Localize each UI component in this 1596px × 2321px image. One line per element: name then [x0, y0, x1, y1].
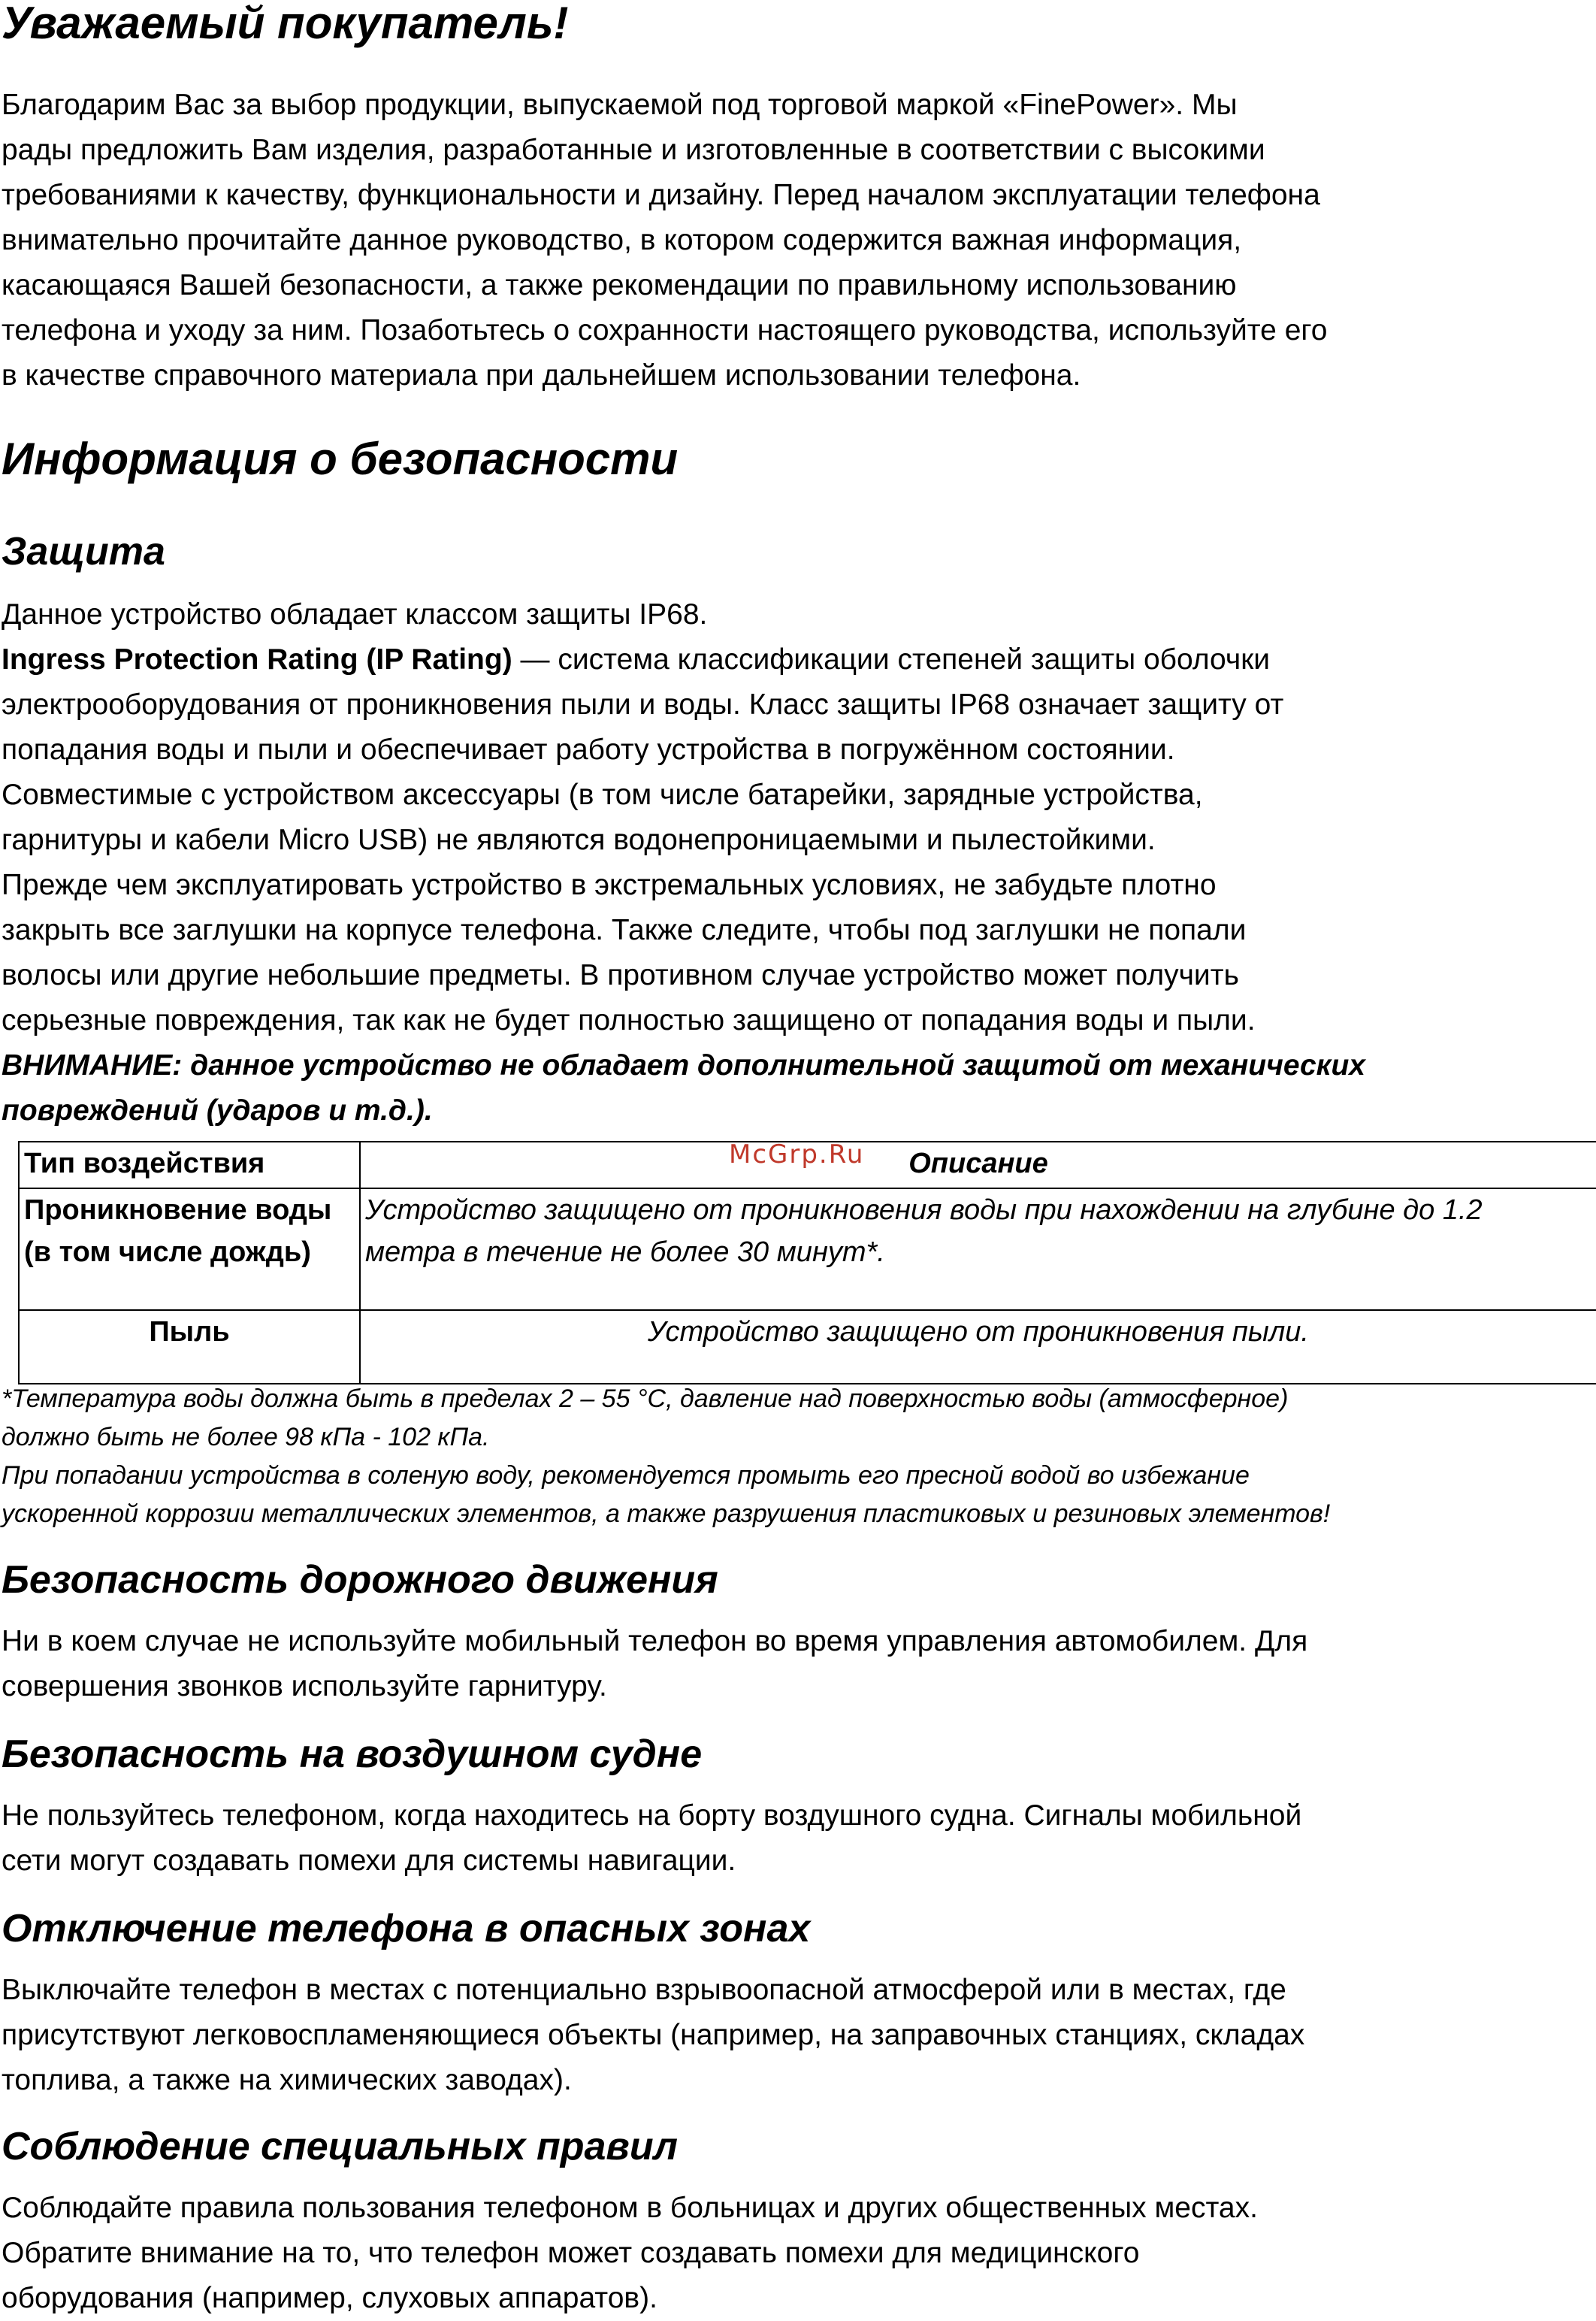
road-title: Безопасность дорожного движения — [2, 1558, 718, 1602]
text-line: Данное устройство обладает классом защиты IP68. — [2, 598, 708, 631]
rules-paragraph — [2, 2186, 1258, 2321]
note-line: При попадании устройства в соленую воду, рекомендуется промыть его пресной водой во избежание — [2, 1461, 1250, 1490]
note-line: должно быть не более 98 кПа - 102 кПа. — [2, 1423, 490, 1451]
row-water-type — [19, 1188, 360, 1310]
text-line: требованиями к качеству, функциональности и дизайну. Перед началом эксплуатации телефона — [2, 179, 1320, 211]
text-line: попадания воды и пыли и обеспечивает работу устройства в погружённом состоянии. — [2, 734, 1175, 766]
text-line: Совместимые с устройством аксессуары (в том числе батарейки, зарядные устройства, — [2, 779, 1203, 811]
greeting-title: Уважаемый покупатель! — [2, 0, 569, 48]
header-description-label: Описание — [908, 1148, 1048, 1179]
text-line: Благодарим Вас за выбор продукции, выпускаемой под торговой маркой «FinePower». Мы — [2, 89, 1238, 121]
cell-line: метра в течение не более 30 минут*. — [365, 1236, 885, 1268]
protection-table — [18, 1141, 1596, 1384]
text-line — [2, 637, 1365, 682]
watermark: McGrp.Ru — [729, 1139, 865, 1170]
text-line: оборудования (например, слуховых аппаратов). — [2, 2282, 657, 2314]
ip-rating-term: Ingress Protection Rating (IP Rating) — [2, 643, 512, 676]
note-line: *Температура воды должна быть в пределах 2 – 55 °C, давление над поверхностью воды (атмосферное) — [2, 1384, 1289, 1413]
text-line: гарнитуры и кабели Micro USB) не являются водонепроницаемыми и пылестойкими. — [2, 824, 1156, 856]
header-description — [360, 1139, 1596, 1188]
aircraft-title: Безопасность на воздушном судне — [2, 1732, 703, 1776]
greeting-paragraph — [2, 83, 1327, 398]
text-line: Обратите внимание на то, что телефон может создавать помехи для медицинского — [2, 2237, 1140, 2269]
text-line: внимательно прочитайте данное руководство, в котором содержится важная информация, — [2, 224, 1242, 256]
text-line: Соблюдайте правила пользования телефоном в больницах и других общественных местах. — [2, 2192, 1258, 2224]
warning-line: повреждений (ударов и т.д.). — [2, 1094, 433, 1127]
text-line: Не пользуйтесь телефоном, когда находитесь на борту воздушного судна. Сигналы мобильной — [2, 1799, 1302, 1832]
table-row — [19, 1188, 1596, 1310]
text-line: Прежде чем эксплуатировать устройство в экстремальных условиях, не забудьте плотно — [2, 869, 1217, 901]
table-row — [19, 1310, 1596, 1384]
ip-rating-definition: — система классификации степеней защиты оболочки — [512, 643, 1271, 676]
text-line: закрыть все заглушки на корпусе телефона. Также следите, чтобы под заглушки не попали — [2, 914, 1247, 946]
protection-title: Защита — [2, 530, 165, 573]
hazard-title: Отключение телефона в опасных зонах — [2, 1907, 811, 1950]
table-header-row — [19, 1142, 1596, 1188]
safety-title: Информация о безопасности — [2, 434, 679, 484]
row-water-description — [360, 1188, 1596, 1310]
text-line: в качестве справочного материала при дальнейшем использовании телефона. — [2, 359, 1081, 392]
text-line: рады предложить Вам изделия, разработанные и изготовленные в соответствии с высокими — [2, 134, 1265, 166]
text-line: телефона и уходу за ним. Позаботьтесь о сохранности настоящего руководства, используйте его — [2, 314, 1328, 346]
text-line: топлива, а также на химических заводах). — [2, 2064, 572, 2096]
text-line: Ни в коем случае не используйте мобильный телефон во время управления автомобилем. Для — [2, 1625, 1308, 1657]
protection-paragraph — [2, 592, 1365, 1133]
rules-title: Соблюдение специальных правил — [2, 2125, 678, 2168]
cell-line: (в том числе дождь) — [24, 1236, 311, 1268]
warning-line: ВНИМАНИЕ: данное устройство не обладает дополнительной защитой от механических — [2, 1049, 1365, 1082]
cell-line: Проникновение воды — [24, 1194, 332, 1226]
row-dust-description: Устройство защищено от проникновения пыли. — [360, 1310, 1596, 1384]
hazard-paragraph — [2, 1968, 1304, 2103]
road-paragraph — [2, 1619, 1307, 1709]
header-type: Тип воздействия — [19, 1142, 360, 1188]
note-line: ускоренной коррозии металлических элементов, а также разрушения пластиковых и резиновых элементов! — [2, 1499, 1331, 1528]
footnotes — [2, 1380, 1330, 1533]
text-line: электрооборудования от проникновения пыли и воды. Класс защиты IP68 означает защиту от — [2, 688, 1284, 721]
text-line: Выключайте телефон в местах с потенциально взрывоопасной атмосферой или в местах, где — [2, 1974, 1286, 2006]
text-line: присутствуют легковоспламеняющиеся объекты (например, на заправочных станциях, складах — [2, 2019, 1305, 2051]
text-line: сети могут создавать помехи для системы навигации. — [2, 1844, 736, 1877]
text-line: волосы или другие небольшие предметы. В противном случае устройство может получить — [2, 959, 1239, 991]
text-line: совершения звонков используйте гарнитуру. — [2, 1670, 607, 1702]
text-line: серьезные повреждения, так как не будет полностью защищено от попадания воды и пыли. — [2, 1004, 1256, 1036]
row-dust-type: Пыль — [19, 1310, 360, 1384]
cell-line: Устройство защищено от проникновения воды при нахождении на глубине до 1.2 — [365, 1194, 1483, 1226]
aircraft-paragraph — [2, 1793, 1301, 1884]
text-line: касающаяся Вашей безопасности, а также рекомендации по правильному использованию — [2, 269, 1237, 301]
